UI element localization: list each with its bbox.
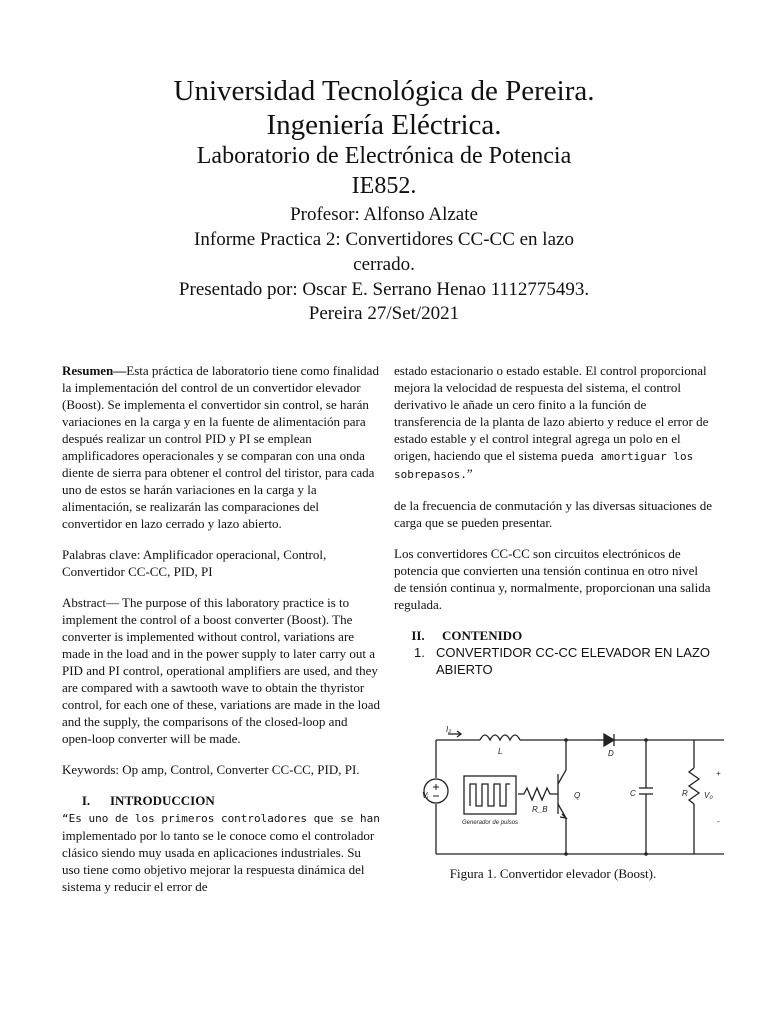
right-column xyxy=(394,362,712,678)
transistor-label: Q xyxy=(574,791,581,800)
base-resistor-label: R_B xyxy=(532,805,548,814)
professor-line: Profesor: Alfonso Alzate xyxy=(290,204,478,225)
boost-converter-schematic xyxy=(422,725,732,856)
university-title: Universidad Tecnológica de Pereira. xyxy=(173,75,595,107)
pulse-generator-label: Generador de pulsos xyxy=(462,820,519,826)
resumen-text: Esta práctica de laboratorio tiene como finalidad la implementación del control de un convertidor elevador (Boost). Se implementa el convertidor sin control, se harán variaciones en la carga y en la fuente de alimentación para después realizar un control PID y PI se emplean amplificadores operacionales y se comparan con una onda diente de sierra para obtener el control del tiristor, para cada uno de estos se harán variaciones en la carga y la alimentación, se realizarán las comparaciones del convertidor en lazo cerrado y lazo abierto. xyxy=(62,363,379,531)
output-plus: + xyxy=(716,769,721,778)
lab-title: Laboratorio de Electrónica de Potencia xyxy=(196,143,572,169)
report-title-line2: cerrado. xyxy=(353,254,415,275)
keywords-en: Keywords: Op amp, Control, Converter CC-CC, PID, PI. xyxy=(62,762,360,777)
course-code: IE852. xyxy=(351,173,417,199)
intro-quote-start: “Es uno de los primeros controladores que se han xyxy=(62,812,380,825)
source-label: Vᵢ xyxy=(422,791,429,800)
section-number: II. xyxy=(411,628,425,643)
load-label: R xyxy=(682,789,688,798)
current-label: I₂ xyxy=(446,725,452,734)
presenter-line: Presentado por: Oscar E. Serrano Henao 1112775493. xyxy=(178,279,590,300)
section-number: I. xyxy=(81,793,91,808)
resumen-paragraph xyxy=(62,362,380,532)
output-label: V₀ xyxy=(704,791,713,800)
continuation-mono: pueda amortiguar los sobrepasos. xyxy=(394,450,694,481)
subsection-item xyxy=(394,644,712,678)
subsection-title: CONVERTIDOR CC-CC ELEVADOR EN LAZO ABIERTO xyxy=(436,645,711,677)
figure-caption: Figura 1. Convertidor elevador (Boost). xyxy=(449,866,657,881)
resumen-label: Resumen— xyxy=(62,363,127,378)
section-heading-introduction xyxy=(62,792,380,809)
section-title: CONTENIDO xyxy=(442,628,523,643)
abstract-paragraph: Abstract— The purpose of this laboratory practice is to implement the control of a boost converter (Boost). The converter is implemented without control, variations are made in the load and in the power supply to later carry out a PID and PI control, operational amplifiers are used, and they are compared with a sawtooth wave to obtain the thyristor control, for each one of these, variations are made in the load and the supply, the comparisons of the closed-loop and open-loop converter will be made. xyxy=(62,595,381,746)
left-column xyxy=(62,362,380,895)
continuation-text: estado estacionario o estado estable. El control proporcional mejora la velocidad de respuesta del sistema, el control derivativo le añade un cero finito a la función de transferencia de la planta de lazo abierto y reduce el error de estado estable y el control integral agrega un polo en el origen, haciendo que el sistema xyxy=(394,363,709,463)
continuation-end: ” xyxy=(466,466,473,481)
inductor-label: L xyxy=(498,747,503,756)
output-minus: - xyxy=(717,817,720,826)
place-date-line: Pereira 27/Set/2021 xyxy=(308,303,460,324)
introduction-paragraph xyxy=(62,809,380,895)
intro-text: implementado por lo tanto se le conoce como el controlador clásico siendo muy usada en aplicaciones industriales. Su uso tiene como objetivo mejorar la respuesta dinámica del sistema y reducir el error de xyxy=(62,828,375,894)
continuation-paragraph xyxy=(394,362,712,483)
keywords-es: Palabras clave: Amplificador operacional, Control, Convertidor CC-CC, PID, PI xyxy=(62,547,327,579)
converters-paragraph: Los convertidores CC-CC son circuitos electrónicos de potencia que convierten una tensión continua en otro nivel de tensión continua y, normalmente, proporcionan una salida regulada. xyxy=(394,546,711,612)
subsection-number: 1. xyxy=(414,645,425,660)
switching-paragraph: de la frecuencia de conmutación y las diversas situaciones de carga que se pueden presentar. xyxy=(394,498,713,530)
report-title-line1: Informe Practica 2: Convertidores CC-CC en lazo xyxy=(194,229,574,250)
capacitor-label: C xyxy=(630,789,636,798)
diode-label: D xyxy=(608,749,614,758)
faculty-title: Ingeniería Eléctrica. xyxy=(266,109,502,141)
section-title: INTRODUCCION xyxy=(110,793,215,808)
section-heading-contenido xyxy=(394,627,712,644)
